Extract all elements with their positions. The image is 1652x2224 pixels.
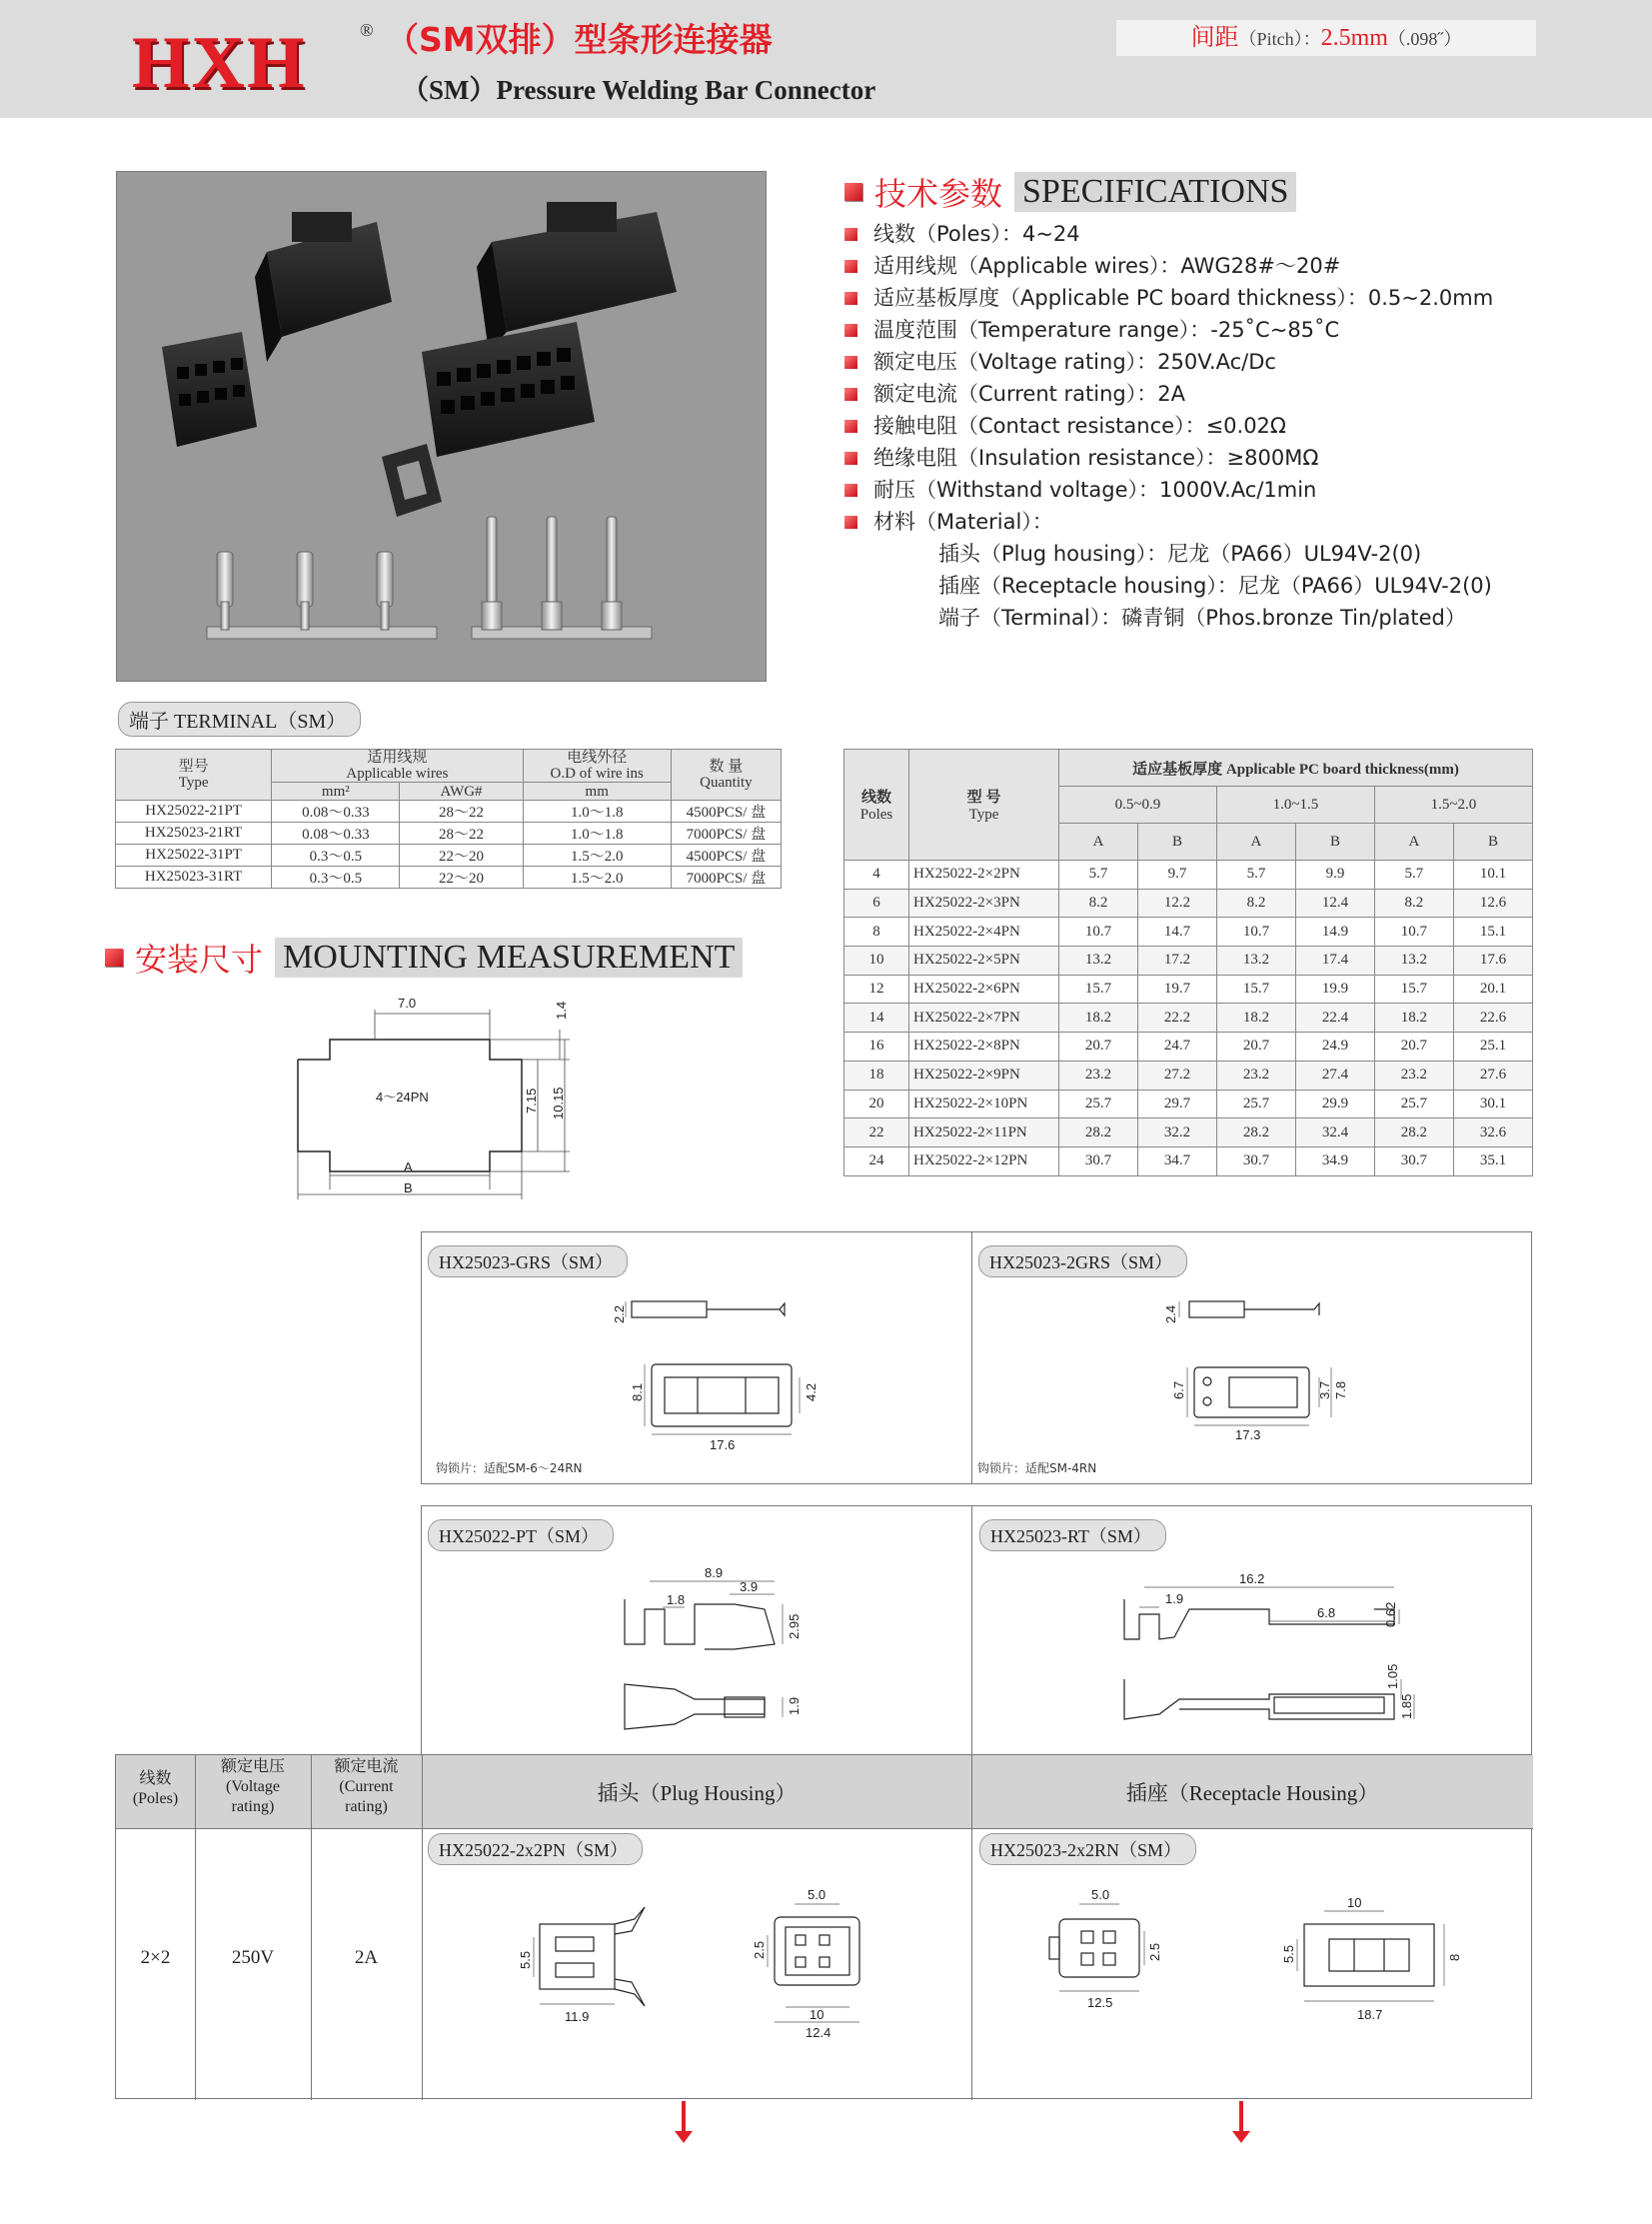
table-row: HX25022-31PT 0.3～0.5 22～20 1.5～2.0 4500PCS/ 盘 [116, 845, 782, 867]
bullet-icon [844, 484, 857, 497]
value-cell: 35.1 [1453, 1146, 1532, 1175]
pitch-cn: 间距 [1190, 25, 1239, 51]
value-cell: 8.2 [1374, 889, 1453, 918]
value-cell: 12.4 [1295, 889, 1374, 918]
table-row [844, 1118, 1533, 1147]
grs-dim2: 8.1 [630, 1382, 645, 1401]
value-cell: 15.7 [1374, 975, 1453, 1004]
type-cell: HX25022-2×12PN [909, 1146, 1059, 1175]
value-cell: 13.2 [1059, 947, 1138, 976]
spec-heading-en: SPECIFICATIONS [1014, 172, 1296, 212]
rt-drawing [1119, 1569, 1429, 1749]
grs2-dim2: 6.7 [1171, 1380, 1186, 1399]
pt-tag: HX25022-PT（SM） [428, 1519, 614, 1551]
table-row [844, 1033, 1533, 1062]
rec-dim-f: 8 [1447, 1953, 1462, 1961]
rt-dim1: 16.2 [1239, 1571, 1265, 1586]
value-cell: 30.1 [1453, 1090, 1532, 1118]
value-cell: 22 [844, 1118, 909, 1147]
rt-dim3: 6.8 [1317, 1605, 1336, 1620]
h-plug: 插头（Plug Housing） [597, 1781, 797, 1805]
value-cell: 13.2 [1374, 947, 1453, 976]
table-row: HX25022-21PT 0.08～0.33 28～22 1.0～1.8 4500PCS/ 盘 [116, 801, 782, 823]
grs-dim4: 17.6 [710, 1437, 736, 1452]
value-cell: 32.2 [1137, 1118, 1216, 1147]
mounting-heading-cn: 安装尺寸 [135, 941, 264, 979]
value-cell: 30.7 [1059, 1146, 1138, 1175]
pt-dim3: 1.8 [667, 1592, 686, 1607]
voltage-value: 250V [231, 1947, 275, 1968]
plug-dim-a: 5.5 [518, 1950, 533, 1969]
spec-item: 额定电压（Voltage rating）：250V.Ac/Dc [844, 346, 1493, 378]
value-cell: 34.7 [1137, 1146, 1216, 1175]
value-cell: 12 [844, 975, 909, 1004]
spec-heading [844, 169, 1296, 215]
table-row [844, 1090, 1533, 1118]
value-cell: 24.9 [1295, 1033, 1374, 1062]
terminal-table [115, 749, 782, 889]
value-cell: 18 [844, 1061, 909, 1090]
dim-side3: 10.15 [551, 1087, 566, 1119]
type-cell: HX25022-2×3PN [909, 889, 1059, 918]
value-cell: 25.7 [1374, 1090, 1453, 1118]
col-qty: 数 量 Quantity [671, 750, 781, 801]
value-cell: 25.7 [1216, 1090, 1295, 1118]
value-cell: 12.2 [1137, 889, 1216, 918]
rt-tag: HX25023-RT（SM） [979, 1519, 1166, 1551]
bullet-icon [844, 324, 857, 337]
value-cell: 17.2 [1137, 947, 1216, 976]
value-cell: 8.2 [1216, 889, 1295, 918]
bullet-icon [844, 420, 857, 433]
value-cell: 19.9 [1295, 975, 1374, 1004]
value-cell: 27.4 [1295, 1061, 1374, 1090]
grs2-note: 钩锁片：适配SM-4RN [977, 1461, 1097, 1475]
table-row [844, 947, 1533, 976]
section-bullet-icon [105, 949, 123, 967]
spec-heading-cn: 技术参数 [874, 175, 1003, 213]
plug-dim-f: 12.4 [806, 2025, 831, 2040]
pt-dim5: 1.9 [787, 1696, 802, 1715]
plug-dim-e: 10 [810, 2007, 825, 2022]
col-type: 型 号 Type [909, 750, 1059, 861]
locking-clip [382, 444, 442, 517]
rec-dim-b: 2.5 [1147, 1942, 1162, 1961]
value-cell: 8 [844, 918, 909, 947]
rec-dim-a: 5.0 [1091, 1887, 1110, 1902]
mounting-heading [105, 935, 743, 981]
type-cell: HX25022-2×11PN [909, 1118, 1059, 1147]
poles-value: 2×2 [140, 1947, 171, 1968]
value-cell: 5.7 [1059, 861, 1138, 890]
type-cell: HX25022-2×4PN [909, 918, 1059, 947]
rt-dim4: 0.62 [1383, 1601, 1398, 1627]
material-item: 插座（Receptacle housing）：尼龙（PA66）UL94V-2(0) [938, 574, 1492, 598]
mounting-drawing [290, 990, 590, 1204]
col-thickness: 适应基板厚度 Applicable PC board thickness(mm) [1059, 750, 1533, 787]
type-cell: HX25022-2×2PN [909, 861, 1059, 890]
bullet-icon [844, 516, 857, 529]
value-cell: 14.7 [1137, 918, 1216, 947]
value-cell: 20.1 [1453, 975, 1532, 1004]
value-cell: 5.7 [1216, 861, 1295, 890]
col-mm: mm [523, 783, 671, 801]
spec-item: 额定电流（Current rating）：2A [844, 378, 1493, 410]
plug-dim-c: 5.0 [808, 1887, 826, 1902]
value-cell: 18.2 [1374, 1004, 1453, 1033]
socket-terminals [472, 517, 652, 639]
type-cell: HX25022-2×6PN [909, 975, 1059, 1004]
col-od: 电线外径 O.D of wire ins [523, 750, 671, 783]
registered-mark: ® [360, 20, 374, 40]
grs-dim3: 4.2 [804, 1382, 819, 1401]
value-cell: 19.7 [1137, 975, 1216, 1004]
value-cell: 23.2 [1216, 1061, 1295, 1090]
grs2-dim4: 7.8 [1333, 1380, 1348, 1399]
grs-drawing [610, 1289, 829, 1459]
rec-dim-g: 18.7 [1357, 2007, 1383, 2022]
bullet-icon [844, 260, 857, 273]
value-cell: 28.2 [1216, 1118, 1295, 1147]
type-cell: HX25022-2×7PN [909, 1004, 1059, 1033]
grs2-dim1: 2.4 [1163, 1304, 1178, 1323]
rt-dim2: 1.9 [1165, 1591, 1184, 1606]
value-cell: 22.6 [1453, 1004, 1532, 1033]
spec-item: 材料（Material）： [844, 506, 1493, 538]
brand-logo: HXH [132, 22, 307, 104]
table-row: HX25023-31RT 0.3～0.5 22～20 1.5～2.0 7000PCS/ 盘 [116, 867, 782, 889]
plug-dim-b: 11.9 [565, 2009, 590, 2024]
value-cell: 9.7 [1137, 861, 1216, 890]
value-cell: 5.7 [1374, 861, 1453, 890]
value-cell: 30.7 [1374, 1146, 1453, 1175]
table-row [844, 975, 1533, 1004]
value-cell: 28.2 [1059, 1118, 1138, 1147]
h-current: 额定电流 (Current rating) [334, 1758, 399, 1815]
rec-dim-d: 10 [1347, 1895, 1362, 1910]
pt-dim4: 2.95 [787, 1613, 802, 1639]
value-cell: 10.7 [1216, 918, 1295, 947]
pt-dim1: 8.9 [705, 1565, 724, 1580]
value-cell: 9.9 [1295, 861, 1374, 890]
rec-dim-e: 5.5 [1281, 1944, 1296, 1963]
dim-side2: 7.15 [524, 1088, 539, 1113]
pitch-inch: （.098˝） [1387, 29, 1462, 49]
grs-note: 钩锁片：适配SM-6～24RN [436, 1461, 583, 1475]
value-cell: 27.2 [1137, 1061, 1216, 1090]
value-cell: 29.9 [1295, 1090, 1374, 1118]
rt-dim5: 1.05 [1385, 1663, 1400, 1689]
plug-dim-d: 2.5 [752, 1940, 767, 1959]
small-receptacle-housing [162, 332, 257, 447]
material-item: 插头（Plug housing）：尼龙（PA66）UL94V-2(0) [938, 542, 1422, 566]
type-cell: HX25022-2×8PN [909, 1033, 1059, 1062]
col-poles: 线数 Poles [844, 750, 909, 861]
pitch-box [1116, 20, 1536, 56]
board-table-body [844, 861, 1533, 1176]
continue-arrow-icon [682, 2101, 686, 2133]
mounting-heading-en: MOUNTING MEASUREMENT [275, 938, 743, 978]
value-cell: 15.7 [1216, 975, 1295, 1004]
bullet-icon [844, 452, 857, 465]
value-cell: 10.1 [1453, 861, 1532, 890]
spec-item: 温度范围（Temperature range）：-25˚C~85˚C [844, 314, 1493, 346]
h-voltage: 额定电压 (Voltage rating) [220, 1758, 285, 1815]
value-cell: 25.1 [1453, 1033, 1532, 1062]
value-cell: 12.6 [1453, 889, 1532, 918]
value-cell: 18.2 [1216, 1004, 1295, 1033]
value-cell: 27.6 [1453, 1061, 1532, 1090]
h-receptacle: 插座（Receptacle Housing） [1125, 1781, 1379, 1805]
spec-item: 适用线规（Applicable wires）：AWG28#～20# [844, 250, 1493, 282]
value-cell: 34.9 [1295, 1146, 1374, 1175]
table-row [844, 1004, 1533, 1033]
value-cell: 20.7 [1216, 1033, 1295, 1062]
spec-item: 耐压（Withstand voltage）：1000V.Ac/1min [844, 474, 1493, 506]
value-cell: 20.7 [1374, 1033, 1453, 1062]
bullet-icon [844, 388, 857, 401]
dim-top: 7.0 [398, 996, 417, 1011]
table-row: HX25023-21RT 0.08～0.33 28～22 1.0～1.8 7000PCS/ 盘 [116, 823, 782, 845]
plug-drawing [520, 1879, 919, 2049]
pitch-value: 2.5mm [1320, 25, 1388, 51]
value-cell: 4 [844, 861, 909, 890]
label-center: 4～24PN [376, 1090, 429, 1105]
grs2-dim3: 3.7 [1317, 1380, 1332, 1399]
spec-item: 接触电阻（Contact resistance）：≤0.02Ω [844, 410, 1493, 442]
plug-tag: HX25022-2x2PN（SM） [428, 1833, 643, 1865]
grs2-dim5: 17.3 [1235, 1427, 1261, 1442]
value-cell: 10.7 [1374, 918, 1453, 947]
spec-list [844, 218, 1493, 634]
bullet-icon [844, 228, 857, 241]
spec-item: 绝缘电阻（Insulation resistance）：≥800MΩ [844, 442, 1493, 474]
value-cell: 23.2 [1059, 1061, 1138, 1090]
value-cell: 30.7 [1216, 1146, 1295, 1175]
current-value: 2A [354, 1947, 379, 1968]
value-cell: 6 [844, 889, 909, 918]
h-poles: 线数 (Poles) [132, 1770, 179, 1807]
value-cell: 8.2 [1059, 889, 1138, 918]
pt-dim2: 3.9 [740, 1579, 759, 1594]
value-cell: 20 [844, 1090, 909, 1118]
type-cell: HX25022-2×5PN [909, 947, 1059, 976]
col-wire: 适用线规 Applicable wires [272, 750, 523, 783]
rec-dim-c: 12.5 [1087, 1995, 1113, 2010]
material-item: 端子（Terminal）：磷青铜（Phos.bronze Tin/plated） [938, 606, 1466, 630]
value-cell: 24.7 [1137, 1033, 1216, 1062]
value-cell: 15.1 [1453, 918, 1532, 947]
rec-tag: HX25023-2x2RN（SM） [979, 1833, 1196, 1865]
continue-arrow-icon [1239, 2101, 1243, 2133]
value-cell: 14 [844, 1004, 909, 1033]
table-row [844, 1146, 1533, 1175]
value-cell: 23.2 [1374, 1061, 1453, 1090]
value-cell: 24 [844, 1146, 909, 1175]
value-cell: 22.4 [1295, 1004, 1374, 1033]
grs-tag: HX25023-GRS（SM） [428, 1245, 628, 1277]
rt-dim6: 1.85 [1399, 1693, 1414, 1719]
title-en: （SM）Pressure Welding Bar Connector [402, 75, 876, 105]
value-cell: 10 [844, 947, 909, 976]
grs2-drawing [1149, 1289, 1369, 1459]
terminal-tag: 端子 TERMINAL（SM） [118, 702, 361, 737]
spec-item: 适应基板厚度（Applicable PC board thickness）：0.5~2.0mm [844, 282, 1493, 314]
pt-drawing [615, 1549, 815, 1744]
value-cell: 18.2 [1059, 1004, 1138, 1033]
grs2-tag: HX25023-2GRS（SM） [978, 1245, 1187, 1277]
dim-b: B [404, 1180, 413, 1195]
value-cell: 13.2 [1216, 947, 1295, 976]
grs-dim1: 2.2 [612, 1304, 627, 1323]
value-cell: 10.7 [1059, 918, 1138, 947]
receptacle-drawing [1039, 1879, 1479, 2049]
value-cell: 16 [844, 1033, 909, 1062]
table-row [844, 889, 1533, 918]
dim-side1: 1.4 [554, 1001, 569, 1020]
pitch-label: （Pitch）： [1238, 29, 1321, 49]
value-cell: 20.7 [1059, 1033, 1138, 1062]
col-type: 型号 Type [116, 750, 272, 801]
spec-item: 线数（Poles）：4~24 [844, 218, 1493, 250]
col-mm2: mm² [272, 783, 400, 801]
board-thickness-table: 线数 Poles 型 号 Type 适应基板厚度 Applicable PC board thickness(mm) 0.5~0.9 1.0~1.5 1.5~2.0 A B A B A B 4 HX25022-2×2PN 5.7 9.7 5.7 9.9 5.7 10.1 6 HX25022-2×3PN 8.2 12.2 8.2 12.4 8.2 12.6 8 HX25022-2×4PN 10.7 14.7 10.7 14.9 10.7 15.1 10 HX25022-2×5PN 13.2 17.2 13.2 17.4 13.2 17.6 12 HX25022-2×6PN 15.7 19.7 15.7 19.9 15.7 20.1 14 HX25022-2×7PN 18.2 22.2 18.2 22.4 18.2 22.6 16 HX25022-2×8PN 20.7 24.7 20.7 24.9 20.7 25.1 18 HX25022-2×9PN 23.2 27.2 23.2 27.4 23.2 27.6 20 HX25022-2×10PN 25.7 29.7 25.7 29.9 25.7 30.1 22 HX25022-2×11PN 28.2 32.2 28.2 32.4 28.2 32.6 24 HX25022-2×12PN 30.7 34.7 30.7 34.9 30.7 35.1 [843, 749, 1533, 1176]
large-receptacle-housing [422, 322, 595, 457]
section-bullet-icon [844, 183, 862, 201]
pin-terminals [207, 552, 437, 639]
value-cell: 14.9 [1295, 918, 1374, 947]
col-awg: AWG# [400, 783, 523, 801]
type-cell: HX25022-2×10PN [909, 1090, 1059, 1118]
bullet-icon [844, 356, 857, 369]
value-cell: 22.2 [1137, 1004, 1216, 1033]
value-cell: 32.6 [1453, 1118, 1532, 1147]
value-cell: 32.4 [1295, 1118, 1374, 1147]
connector-illustration [117, 172, 768, 683]
small-plug-housing [255, 212, 392, 362]
table-row [844, 918, 1533, 947]
dim-a: A [404, 1159, 413, 1174]
title-cn: （SM双排）型条形连接器 [386, 20, 773, 59]
value-cell: 25.7 [1059, 1090, 1138, 1118]
bullet-icon [844, 292, 857, 305]
value-cell: 28.2 [1374, 1118, 1453, 1147]
value-cell: 17.4 [1295, 947, 1374, 976]
type-cell: HX25022-2×9PN [909, 1061, 1059, 1090]
product-photo [116, 171, 767, 682]
table-row [844, 1061, 1533, 1090]
table-row [844, 861, 1533, 890]
value-cell: 17.6 [1453, 947, 1532, 976]
value-cell: 29.7 [1137, 1090, 1216, 1118]
value-cell: 15.7 [1059, 975, 1138, 1004]
